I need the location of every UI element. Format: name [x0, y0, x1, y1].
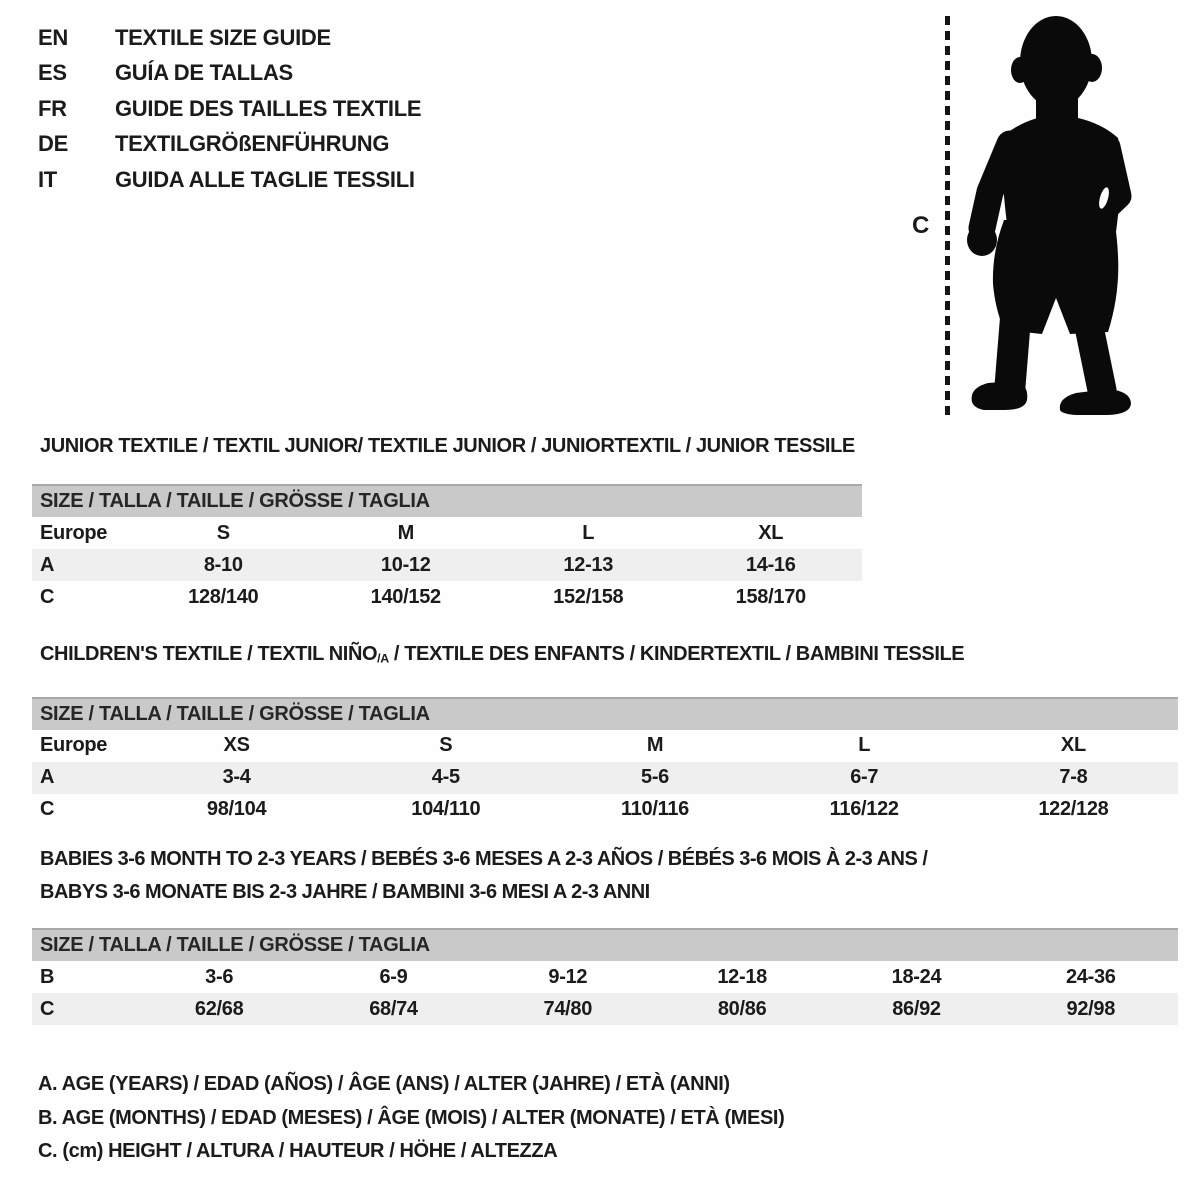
height-cell: 98/104	[206, 798, 267, 821]
height-cell: 68/74	[369, 997, 418, 1020]
babies-textile-table	[32, 843, 1178, 1025]
title-line-1: BABIES 3-6 MONTH TO 2-3 YEARS / BEBÉS 3-6 MESES A 2-3 AÑOS / BÉBÉS 3-6 MOIS À 2-3 ANS /	[40, 848, 928, 870]
row-label: B	[40, 965, 55, 988]
lang-title: GUIDE DES TAILLES TEXTILE	[115, 95, 422, 121]
junior-textile-table	[32, 435, 862, 613]
lang-code: EN	[38, 24, 68, 50]
lang-row-es	[38, 56, 421, 92]
title-pre: CHILDREN'S TEXTILE / TEXTIL NIÑO	[40, 643, 378, 665]
lang-code: DE	[38, 131, 68, 157]
table-row	[32, 517, 862, 549]
table-row	[32, 961, 1178, 993]
language-title-list	[38, 20, 421, 198]
lang-title: TEXTILE SIZE GUIDE	[115, 24, 331, 50]
lang-title: TEXTILGRÖßENFÜHRUNG	[115, 131, 390, 157]
childrens-table-title	[32, 643, 1178, 670]
height-cell: 104/110	[411, 798, 481, 821]
lang-row-it	[38, 162, 421, 198]
lang-row-de	[38, 127, 421, 163]
height-cell: 116/122	[829, 798, 899, 821]
legend-note-a: A. AGE (YEARS) / EDAD (AÑOS) / ÂGE (ANS) / ALTER (JAHRE) / ETÀ (ANNI)	[38, 1073, 730, 1095]
height-dashed-line	[945, 16, 950, 416]
lang-code: ES	[38, 60, 67, 86]
age-cell: 4-5	[431, 766, 460, 789]
age-cell: 12-13	[563, 553, 614, 576]
junior-table-title: JUNIOR TEXTILE / TEXTIL JUNIOR/ TEXTILE JUNIOR / JUNIORTEXTIL / JUNIOR TESSILE	[40, 435, 855, 457]
height-cell: 128/140	[188, 585, 259, 608]
size-cell: XL	[758, 521, 784, 544]
table-row	[32, 993, 1178, 1025]
size-header-bar: SIZE / TALLA / TAILLE / GRÖSSE / TAGLIA	[32, 697, 1178, 730]
babies-table-title	[32, 843, 1178, 909]
age-cell: 18-24	[891, 965, 942, 988]
toddler-silhouette-icon	[958, 12, 1148, 422]
size-cell: M	[646, 734, 664, 757]
size-cell: L	[858, 734, 871, 757]
title-post: / TEXTILE DES ENFANTS / KINDERTEXTIL / BAMBINI TESSILE	[388, 643, 965, 665]
height-cell: 86/92	[892, 997, 941, 1020]
row-label: Europe	[40, 521, 108, 544]
size-cell: S	[439, 734, 453, 757]
size-cell: M	[397, 521, 414, 544]
table-row	[32, 762, 1178, 794]
height-cell: 92/98	[1066, 997, 1116, 1020]
row-label: A	[40, 766, 55, 789]
height-cell: 110/116	[621, 798, 689, 821]
table-row	[32, 730, 1178, 762]
lang-code: FR	[38, 95, 67, 121]
size-cell: L	[582, 521, 595, 544]
title-line-2: BABYS 3-6 MONATE BIS 2-3 JAHRE / BAMBINI 3-6 MESI A 2-3 ANNI	[40, 881, 650, 903]
height-cell: 74/80	[543, 997, 593, 1020]
legend-notes	[38, 1068, 784, 1169]
age-cell: 8-10	[203, 553, 243, 576]
lang-title: GUIDA ALLE TAGLIE TESSILI	[115, 166, 415, 192]
lang-code: IT	[38, 166, 57, 192]
age-cell: 12-18	[717, 965, 767, 988]
height-cell: 62/68	[194, 997, 244, 1020]
age-cell: 10-12	[380, 553, 431, 576]
row-label: C	[40, 585, 55, 608]
legend-note-c: C. (cm) HEIGHT / ALTURA / HAUTEUR / HÖHE / ALTEZZA	[38, 1140, 558, 1162]
childrens-textile-table	[32, 643, 1178, 826]
lang-row-fr	[38, 91, 421, 127]
age-cell: 6-7	[850, 766, 879, 789]
height-cell: 122/128	[1038, 798, 1109, 821]
row-label: C	[40, 997, 55, 1020]
lang-row-en	[38, 20, 421, 56]
height-cell: 80/86	[717, 997, 767, 1020]
height-measure-label: C	[912, 212, 930, 239]
table-row	[32, 794, 1178, 826]
size-cell: S	[216, 521, 230, 544]
age-cell: 9-12	[548, 965, 588, 988]
size-header-bar: SIZE / TALLA / TAILLE / GRÖSSE / TAGLIA	[32, 484, 862, 517]
legend-note-b: B. AGE (MONTHS) / EDAD (MESES) / ÂGE (MOIS) / ALTER (MONATE) / ETÀ (MESI)	[38, 1106, 785, 1129]
age-cell: 3-6	[205, 965, 234, 988]
height-cell: 140/152	[370, 585, 441, 608]
table-row	[32, 581, 862, 613]
age-cell: 14-16	[745, 553, 796, 576]
size-cell: XL	[1060, 734, 1086, 757]
size-header-bar: SIZE / TALLA / TAILLE / GRÖSSE / TAGLIA	[32, 928, 1178, 961]
age-cell: 24-36	[1065, 965, 1116, 988]
age-cell: 5-6	[641, 766, 670, 789]
row-label: A	[40, 553, 55, 576]
lang-title: GUÍA DE TALLAS	[115, 60, 293, 86]
title-subscript: /A	[377, 651, 389, 666]
age-cell: 7-8	[1059, 766, 1088, 789]
age-cell: 3-4	[222, 766, 251, 789]
row-label: Europe	[40, 734, 108, 757]
height-cell: 158/170	[735, 585, 806, 608]
row-label: C	[40, 798, 55, 821]
table-row	[32, 549, 862, 581]
height-cell: 152/158	[553, 585, 624, 608]
size-cell: XS	[223, 734, 250, 757]
age-cell: 6-9	[379, 965, 408, 988]
